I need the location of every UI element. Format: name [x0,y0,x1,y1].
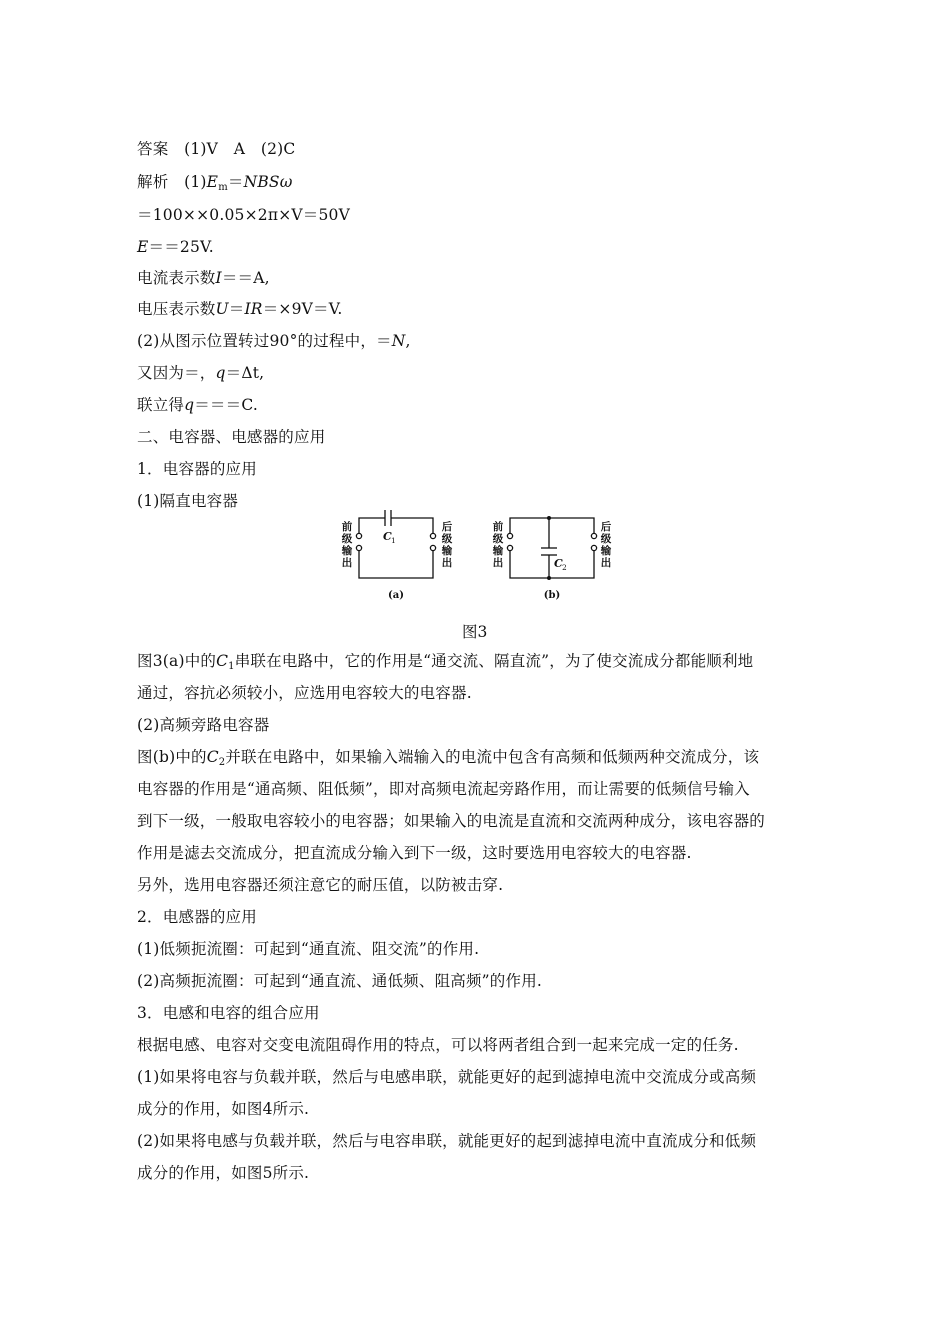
analysis-text: ＝＝A, [221,269,270,287]
label-char: 输 [341,545,353,557]
paragraph-text: 图(b)中的 [137,748,207,766]
analysis-text: 电压表示数 [137,300,216,318]
analysis-text: ＝＝25V. [148,238,214,256]
capacitor-label: C [383,530,392,543]
paragraph-line: 作用是滤去交流成分，把直流成分输入到下一级，这时要选用电容较大的电容器. [137,844,692,862]
analysis-text: 电流表示数 [137,269,216,287]
analysis-text: ＝100××0.05×2π×V＝50V [137,206,351,224]
math-symbol: NBSω [243,173,293,191]
junction-dot [547,576,551,580]
paragraph-line: 成分的作用，如图5所示. [137,1164,310,1182]
terminal [507,533,512,538]
label-char: 级 [492,533,504,545]
capacitor-label: C [554,557,563,570]
analysis-line-7 [137,363,264,383]
analysis-label: 解析 [137,173,169,191]
terminal [591,545,596,550]
circuit-figure [330,508,620,604]
label-char: 后 [441,521,453,533]
label-char: 输 [492,545,504,557]
math-symbol: C [206,748,219,766]
figure-caption: 图3 [462,623,488,641]
terminal [591,533,596,538]
analysis-line-4 [137,268,270,288]
label-char: 级 [600,533,612,545]
paragraph-line [137,651,753,677]
math-symbol: E [206,173,219,191]
label-char: 级 [341,533,353,545]
analysis-text: 联立得 [137,396,185,414]
analysis-line-3 [137,237,214,257]
paragraph-line: 电容器的作用是“通高频、阻低频”，即对高频电流起旁路作用，而让需要的低频信号输入 [137,780,750,798]
math-subscript: m [218,182,228,193]
wire [359,551,433,578]
subsection-heading: 1．电容器的应用 [137,460,257,478]
analysis-text: ＝×9V＝V. [262,300,343,318]
math-symbol: q [184,396,195,414]
math-subscript: 2 [218,757,226,768]
analysis-text: ＝＝＝C. [194,396,258,414]
paragraph-line [137,747,759,773]
terminal [430,545,435,550]
wire [510,518,594,533]
paragraph-text: 图3(a)中的 [137,652,217,670]
label-char: 前 [341,521,353,533]
label-char: 输 [600,545,612,557]
subsection-heading: 2．电感器的应用 [137,908,257,926]
paragraph-line: 通过，容抗必须较小，应选用电容较大的电容器. [137,684,472,702]
wire [391,518,433,533]
math-symbol: q [215,364,226,382]
label-char: 级 [441,533,453,545]
analysis-line-6 [137,331,411,351]
math-subscript: 1 [228,661,235,672]
paragraph-text: 串联在电路中，它的作用是“通交流、隔直流”，为了使交流成分都能顺利地 [234,652,754,670]
paragraph-line: 到下一级，一般取电容较小的电容器；如果输入的电流是直流和交流两种成分，该电容器的 [137,812,766,830]
subfigure-label-b: (b) [543,590,561,601]
item-heading: (2)高频旁路电容器 [137,716,270,734]
label-char: 出 [441,557,453,569]
terminal [356,545,361,550]
label-char: 输 [441,545,453,557]
analysis-line-5 [137,299,343,319]
paragraph-line: 成分的作用，如图4所示. [137,1100,310,1118]
answer-label: 答案 [137,140,169,158]
analysis-text: 又因为＝， [137,364,216,382]
math-symbol: C [216,652,229,670]
math-symbol: N [391,332,406,350]
subfigure-label-a: (a) [388,590,404,601]
answer-parts: (1)V A (2)C [184,140,296,158]
item-line: (1)低频扼流圈：可起到“通直流、阻交流”的作用. [137,940,480,958]
capacitor-subscript: 2 [562,563,567,572]
paragraph-line: 另外，选用电容器还须注意它的耐压值，以防被击穿. [137,876,504,894]
section-heading: 二、电容器、电感器的应用 [137,428,326,446]
terminal [356,533,361,538]
math-symbol: I [215,269,222,287]
paragraph-line: 根据电感、电容对交变电流阻碍作用的特点，可以将两者组合到一起来完成一定的任务. [137,1036,739,1054]
item-line: (2)高频扼流圈：可起到“通直流、通低频、阻高频”的作用. [137,972,543,990]
analysis-text: (2)从图示位置转过90°的过程中，＝ [137,332,392,350]
math-symbol: IR [244,300,263,318]
junction-dot [547,516,551,520]
analysis-text: , [405,332,411,350]
analysis-text: ＝Δt, [225,364,265,382]
analysis-text: ＝ [228,300,245,318]
label-char: 后 [600,521,612,533]
analysis-line-8 [137,395,258,415]
label-char: 前 [492,521,504,533]
capacitor-subscript: 1 [391,536,396,545]
label-char: 出 [600,557,612,569]
math-symbol: U [215,300,229,318]
label-char: 出 [341,557,353,569]
subsection-heading: 3．电感和电容的组合应用 [137,1004,320,1022]
analysis-text: ＝ [227,173,244,191]
math-symbol: E [137,238,149,256]
wire [359,518,385,533]
terminal [507,545,512,550]
paragraph-text: 并联在电路中，如果输入端输入的电流中包含有高频和低频两种交流成分，该 [225,748,760,766]
analysis-line-2 [137,205,350,225]
terminal [430,533,435,538]
analysis-line-1 [137,172,293,198]
item-heading: (1)隔直电容器 [137,492,239,510]
analysis-text: (1) [184,173,207,191]
answer-line [137,139,295,159]
paragraph-line: (1)如果将电容与负载并联，然后与电感串联，就能更好的起到滤掉电流中交流成分或高频 [137,1068,757,1086]
label-char: 出 [492,557,504,569]
paragraph-line: (2)如果将电感与负载并联，然后与电容串联，就能更好的起到滤掉电流中直流成分和低频 [137,1132,757,1150]
